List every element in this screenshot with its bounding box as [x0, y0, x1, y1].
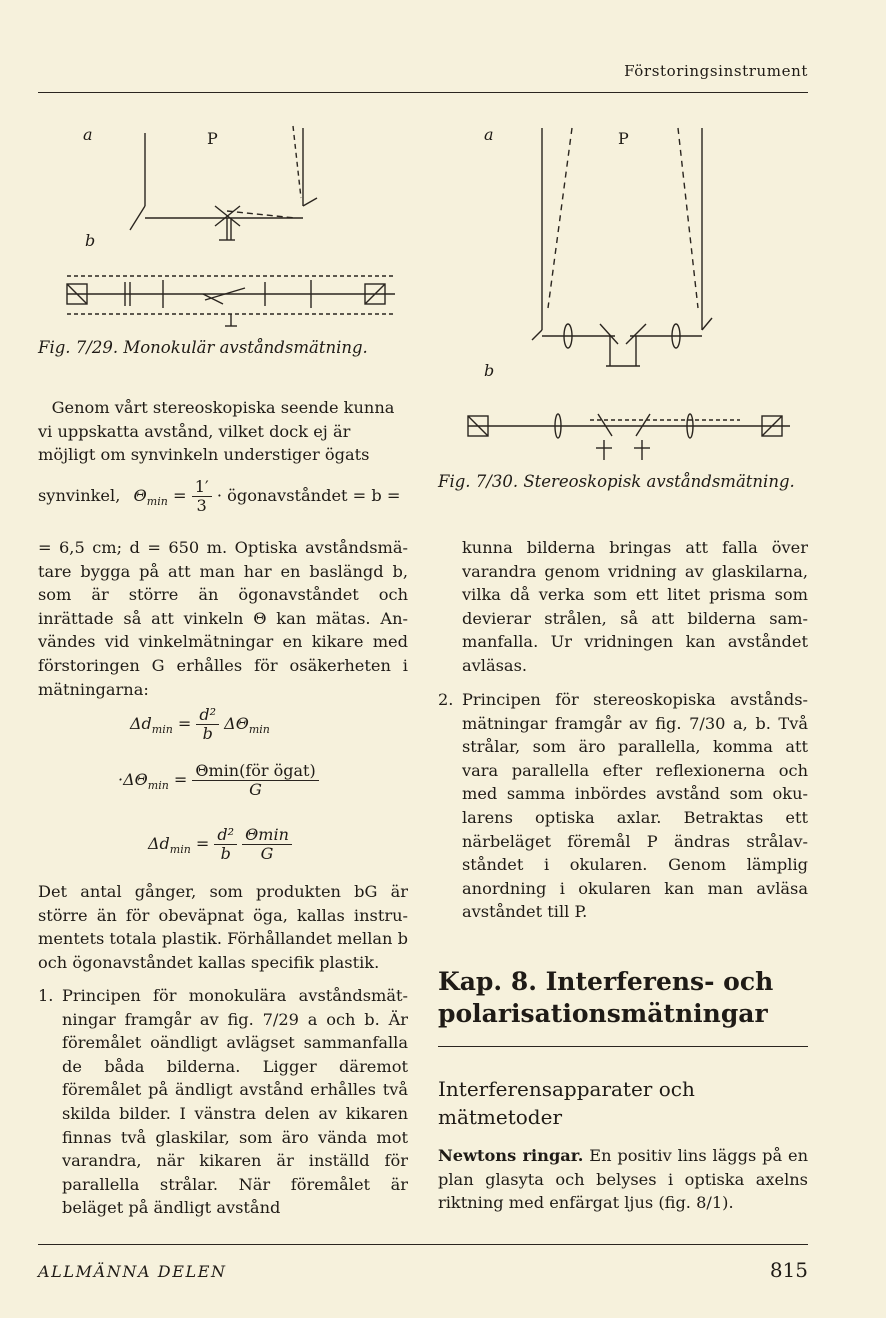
left-paragraph-2: [38, 536, 408, 701]
newton-paragraph: [438, 1144, 808, 1215]
eq4-num2: Θmin: [242, 826, 292, 845]
eq4-lhs: Δd: [148, 834, 170, 853]
fig729-label-P: P: [207, 129, 218, 148]
eq2-lhs: Δd: [130, 714, 152, 733]
chapter-rule: [438, 1046, 808, 1047]
item1-text: Principen för monokulära avståndsmätningar framgår av fig. 7/29 a och b. Är föremålet oändligt avlägset sammanfalla de båda bilderna. Ligger däremot föremålet på ändligt avstånd erhålles två skilda bilder. I vänstra delen av kikaren finnas två glaskilar, som äro vända mot varandra, när kikaren är inställd för parallella strålar. När föremålet är beläget på ändligt avstånd: [62, 986, 408, 1218]
eq4-lhs-sub: min: [169, 843, 191, 856]
eq3-den: G: [249, 780, 262, 799]
chapter-title: [438, 966, 818, 1030]
eq4-den1: b: [220, 844, 231, 863]
fig729-label-a: a: [83, 125, 93, 144]
fraction-denominator: 3: [196, 496, 207, 515]
eq4-fraction-2: [242, 826, 292, 863]
theta-symbol: Θ: [133, 486, 147, 505]
eq4-num1: d²: [214, 826, 237, 845]
eq1-rest: · ögonavståndet = b =: [216, 486, 401, 505]
eq2-lhs-sub: min: [151, 723, 173, 736]
item1-number: 1.: [38, 986, 54, 1005]
section-title: [438, 1075, 818, 1131]
eq2-fraction: [196, 706, 219, 743]
eq2-rhs-sub: min: [248, 723, 270, 736]
para2-text: = 6,5 cm; d = 650 m. Optiska avståndsmätare bygga på att man har en baslängd b, som är större än ögonavståndet och inrättade så att vinkeln Θ kan mätas. Användes vid vinkelmätningar en kikare med förstoringen G erhålles för osäkerheten i mätningarna:: [38, 538, 408, 699]
footer-section-name: ALLMÄNNA DELEN: [38, 1262, 227, 1281]
para1-line-2: vi uppskatta avstånd, vilket dock ej är: [38, 421, 351, 441]
eq2-rhs: ΔΘ: [224, 714, 249, 733]
chapter-title-line-2: polarisationsmätningar: [438, 999, 768, 1028]
figure-7-29-diagram: [55, 118, 405, 333]
section-title-line-2: mätmetoder: [438, 1105, 563, 1129]
list-item-2: [438, 688, 808, 924]
eq3-lhs: ·ΔΘ: [118, 770, 148, 789]
chapter-title-line-1: Kap. 8. Interferens- och: [438, 967, 774, 996]
figure-7-30-caption: Fig. 7/30. Stereoskopisk avståndsmätning.: [438, 472, 795, 491]
list-item-1: [38, 984, 408, 1220]
header-rule: [38, 92, 808, 93]
para1-line-1: Genom vårt stereoskopiska seende kunna: [51, 398, 395, 417]
figure-7-30-diagram: [450, 118, 810, 468]
synvinkel-prefix: synvinkel,: [38, 486, 121, 505]
eq4-fraction-1: [214, 826, 237, 863]
eq3-num: Θmin(för ögat): [192, 762, 318, 781]
left-paragraph-3: [38, 880, 408, 974]
fraction-numerator: 1′: [192, 478, 212, 497]
right-item-2: [438, 688, 808, 924]
right-cont-text: kunna bilderna bringas att falla över varandra genom vridning av glaskilarna, vilka då verka som ett litet prisma som devierar strålen, så att bilderna sammanfalla. Ur vridningen kan avståndet avläsas.: [462, 538, 808, 675]
para1-line-3: möjligt om synvinkeln understiger ögats: [38, 445, 370, 465]
item2-number: 2.: [438, 690, 454, 709]
right-paragraph-cont: [462, 536, 808, 678]
eq3-fraction: [192, 762, 318, 799]
fig730-label-a: a: [484, 125, 494, 144]
eq2-num: d²: [196, 706, 219, 725]
running-head: Förstoringsinstrument: [624, 62, 808, 80]
figure-7-29-caption: Fig. 7/29. Monokulär avståndsmätning.: [38, 338, 368, 357]
newton-text: En positiv lins läggs på en plan glasyta och belyses i optiska axelns riktning med enfärgat ljus (fig. 8/1).: [438, 1146, 808, 1213]
synvinkel-equation: synvinkel, $\Theta_{min}$ = $\frac{1'}{3}$ · ögonavståndet = b =: [38, 477, 401, 515]
para3-text: Det antal gånger, som produkten bG är större än för obeväpnat öga, kallas instrumentets totala plastik. Förhållandet mellan b och ögonavståndet kallas specifik plastik.: [38, 882, 408, 972]
page-number: 815: [769, 1258, 808, 1282]
eq3-lhs-sub: min: [147, 779, 169, 792]
newton-heading: Newtons ringar.: [438, 1146, 584, 1165]
footer-rule: [38, 1244, 808, 1245]
equation-delta-d: $\Delta d_{min}$ = $\frac{\text{d²}}{b}$ $\Delta\Theta_{min}$: [130, 705, 270, 743]
one-third-fraction: [192, 478, 212, 515]
fig729-label-b: b: [85, 231, 96, 250]
fig730-label-P: P: [618, 129, 629, 148]
eq4-den2: G: [260, 844, 274, 863]
eq2-den: b: [202, 724, 213, 743]
left-paragraph-1: [38, 396, 408, 467]
theta-min-sub: min: [146, 495, 168, 508]
equation-delta-theta: $\cdot\Delta\Theta_{min}$ = $\frac{\text{Θmin(för ögat)}}{G}$: [118, 762, 319, 799]
left-item-1: [38, 984, 408, 1220]
equation-delta-d-2: $\Delta d_{min}$ = $\frac{\text{d²}}{b}$ $\frac{\Theta\min}{G}$: [148, 826, 292, 863]
item2-text: Principen för stereoskopiska avståndsmätningar framgår av fig. 7/30 a, b. Två strålar, som äro parallella, komma att vara parallella efter reflexionerna och med samma inbördes avstånd som okularens optiska axlar. Betraktas ett närbeläget föremål P ändras strålavståndet i okularen. Genom lämplig anordning i okularen kan man avläsa avståndet till P.: [462, 690, 808, 922]
section-title-line-1: Interferensapparater och: [438, 1077, 695, 1101]
fig730-label-b: b: [484, 361, 495, 380]
